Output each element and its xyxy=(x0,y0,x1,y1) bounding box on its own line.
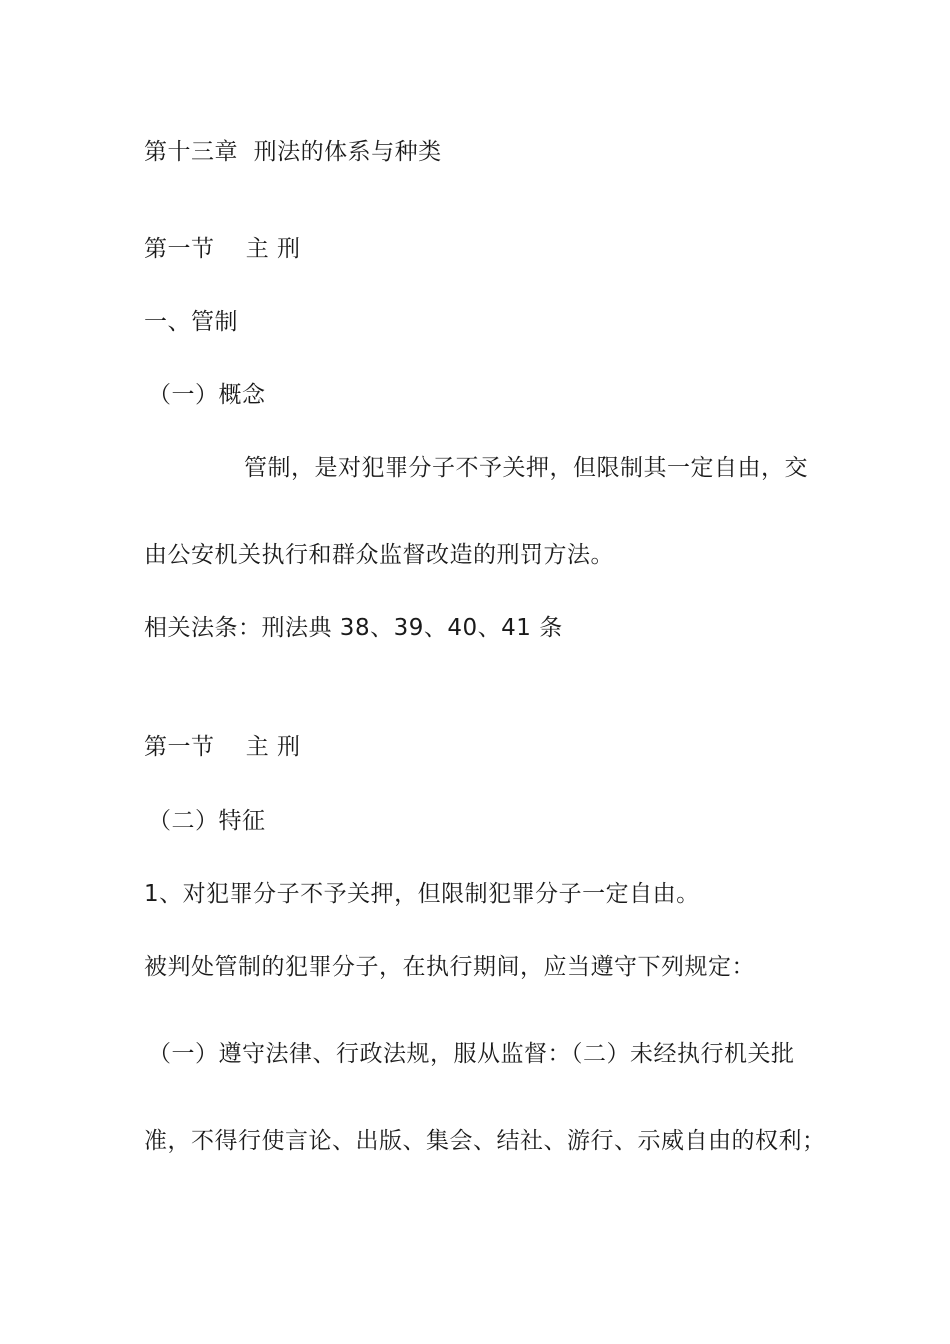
feature-item: 1、对犯罪分子不予关押，但限制犯罪分子一定自由。 xyxy=(144,881,700,907)
sub-heading: （二）特征 xyxy=(148,808,266,834)
paragraph-line: （一）遵守法律、行政法规，服从监督：（二）未经执行机关批 xyxy=(148,1041,795,1067)
section-heading: 第一节 主 刑 xyxy=(144,734,301,760)
section-heading: 第一节 主 刑 xyxy=(144,236,301,262)
sub-heading: （一）概念 xyxy=(148,382,266,408)
paragraph-line: 被判处管制的犯罪分子，在执行期间，应当遵守下列规定： xyxy=(144,954,755,980)
paragraph-line: 准，不得行使言论、出版、集会、结社、游行、示威自由的权利； xyxy=(144,1128,826,1154)
related-articles: 相关法条：刑法典 38、39、40、41 条 xyxy=(144,615,563,641)
paragraph-line: 由公安机关执行和群众监督改造的刑罚方法。 xyxy=(144,542,614,568)
paragraph-line: 管制，是对犯罪分子不予关押，但限制其一定自由，交 xyxy=(244,455,808,481)
chapter-title: 第十三章 刑法的体系与种类 xyxy=(144,139,442,165)
item-heading: 一、管制 xyxy=(144,309,238,335)
